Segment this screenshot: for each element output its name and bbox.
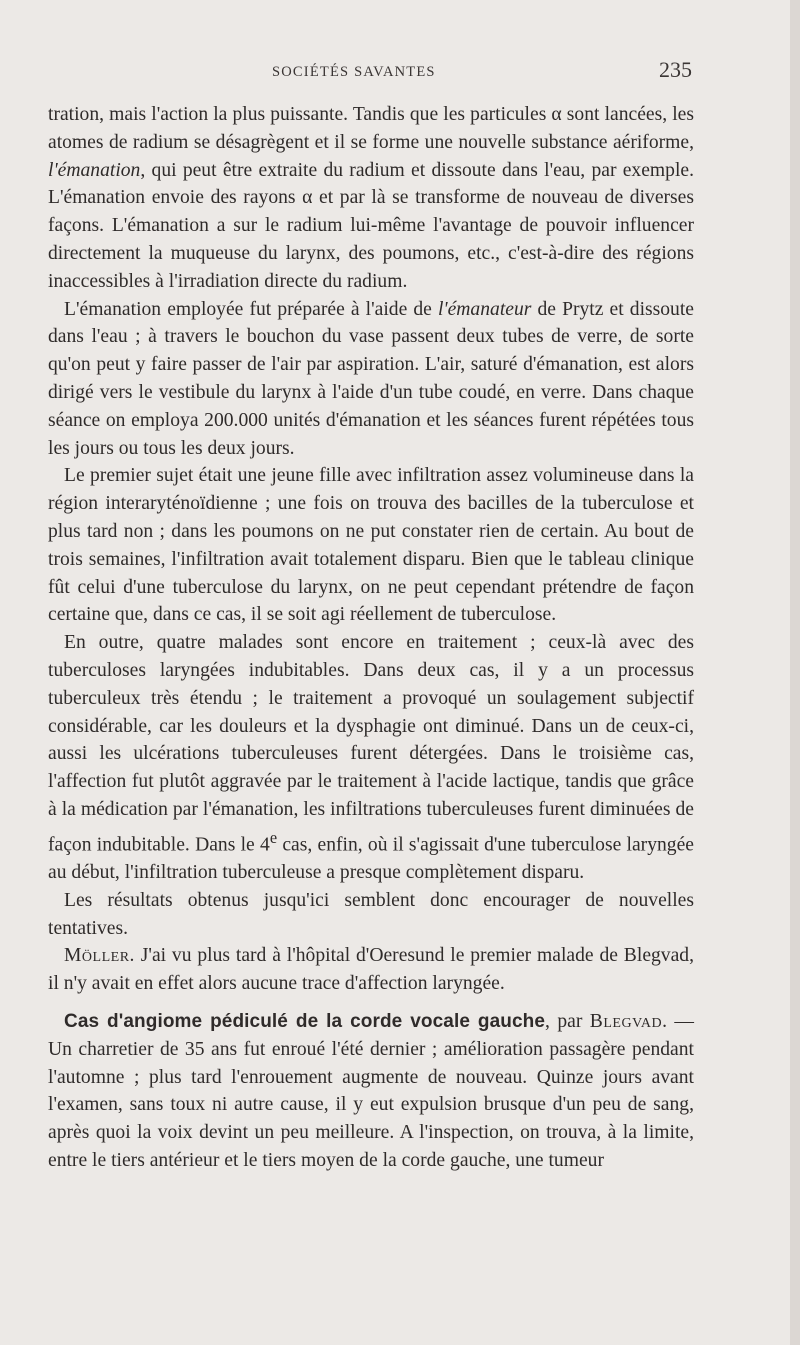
paragraph-2-text-b: de Prytz et dissoute dans l'eau ; à travers le bouchon du vase passent deux tubes de verre, de sorte qu'on peut y faire passer de l'air par aspiration. L'air, saturé d'émanation, est alors dirigé vers le vestibule du larynx à l'aide d'un tube coudé, en verre. Dans chaque séance on employa 200.000 unités d'émanation et les séances furent répétées tous les jours ou tous les deux jours.	[48, 298, 694, 459]
paragraph-3: Le premier sujet était une jeune fille avec infiltration assez volumineuse dans la région interaryténoïdienne ; une fois on trouva des bacilles de la tuberculose et plus tard non ; dans les poumons on ne put constater rien de certain. Au bout de trois semaines, l'infiltration avait totalement disparu. Bien que le tableau clinique fût celui d'une tuberculose du larynx, on ne peut cependant prétendre de façon certaine que, dans ce cas, il se soit agi réellement de tuberculose.	[48, 465, 694, 626]
emphasis-emanateur: l'émanateur	[437, 298, 532, 320]
paragraph-5: Les résultats obtenus jusqu'ici semblent donc encourager de nouvelles tentatives.	[48, 889, 694, 939]
page-edge	[790, 0, 800, 1345]
ordinal-suffix: e	[269, 827, 278, 847]
section-title: Cas d'angiome pédiculé de la corde vocale gauche	[64, 1011, 546, 1033]
paragraph-6	[48, 942, 694, 998]
paragraph-1-text-a: tration, mais l'action la plus puissante. Tandis que les particules α sont lancées, les atomes de radium se désagrègent et il se forme une nouvelle substance aériforme,	[48, 104, 694, 153]
paragraph-2-text-a: L'émanation employée fut préparée à l'aide de	[64, 298, 438, 320]
paragraph-1	[48, 101, 694, 296]
paragraph-7-text-a: , par	[545, 1011, 590, 1033]
paragraph-7-text-b: . — Un charretier de 35 ans fut enroué l'été dernier ; amélioration passagère pendant l'automne ; plus tard l'enrouement augmente de nouveau. Quinze jours avant l'examen, sans toux ni autre cause, il y eut expulsion brusque d'un peu de sang, après quoi la voix devint un peu meilleure. A l'inspection, on trouva, à la limite, entre le tiers antérieur et le tiers moyen de la corde gauche, une tumeur	[48, 1011, 695, 1172]
paragraph-4-text-b: cas, enfin, où il s'agissait d'une tuberculose laryngée au début, l'infiltration tuberculeuse a presque complètement disparu.	[48, 834, 694, 884]
paragraph-7	[48, 1008, 694, 1175]
speaker-name: Möller.	[64, 945, 135, 967]
emphasis-emanation: l'émanation	[48, 159, 141, 181]
page-header	[0, 58, 800, 88]
paragraph-4	[48, 629, 694, 887]
paragraph-2	[48, 296, 694, 463]
page-number: 235	[659, 57, 692, 82]
paragraph-4-text-a: En outre, quatre malades sont encore en traitement ; ceux-là avec des tuberculoses laryngées indubitables. Dans deux cas, il y a un processus tuberculeux très étendu ; le traitement a provoqué un soulagement subjectif considérable, car les douleurs et la dysphagie ont diminué. Dans un de ceux-ci, aussi les ulcérations tuberculeuses furent détergées. Dans le troisième cas, l'affection fut plutôt aggravée par le traitement à l'acide lactique, tandis que grâce à la médication par l'émanation, les infiltrations tuberculeuses furent diminuées de façon indubitable. Dans le 4	[48, 632, 694, 856]
running-head: SOCIÉTÉS SAVANTES	[272, 64, 436, 80]
paragraph-1-text-b: , qui peut être extraite du radium et dissoute dans l'eau, par exemple. L'émanation envoie des rayons α et par là se transforme de nouveau de diverses façons. L'émanation a sur le radium lui-même l'avantage de pouvoir influencer directement la muqueuse du larynx, des poumons, etc., c'est-à-dire des régions inaccessibles à l'irradiation directe du radium.	[48, 159, 694, 292]
author-name: Blegvad	[589, 1011, 663, 1033]
body-text	[48, 101, 694, 1175]
paragraph-6-text: J'ai vu plus tard à l'hôpital d'Oeresund le premier malade de Blegvad, il n'y avait en effet alors aucune trace d'affection laryngée.	[48, 945, 694, 995]
